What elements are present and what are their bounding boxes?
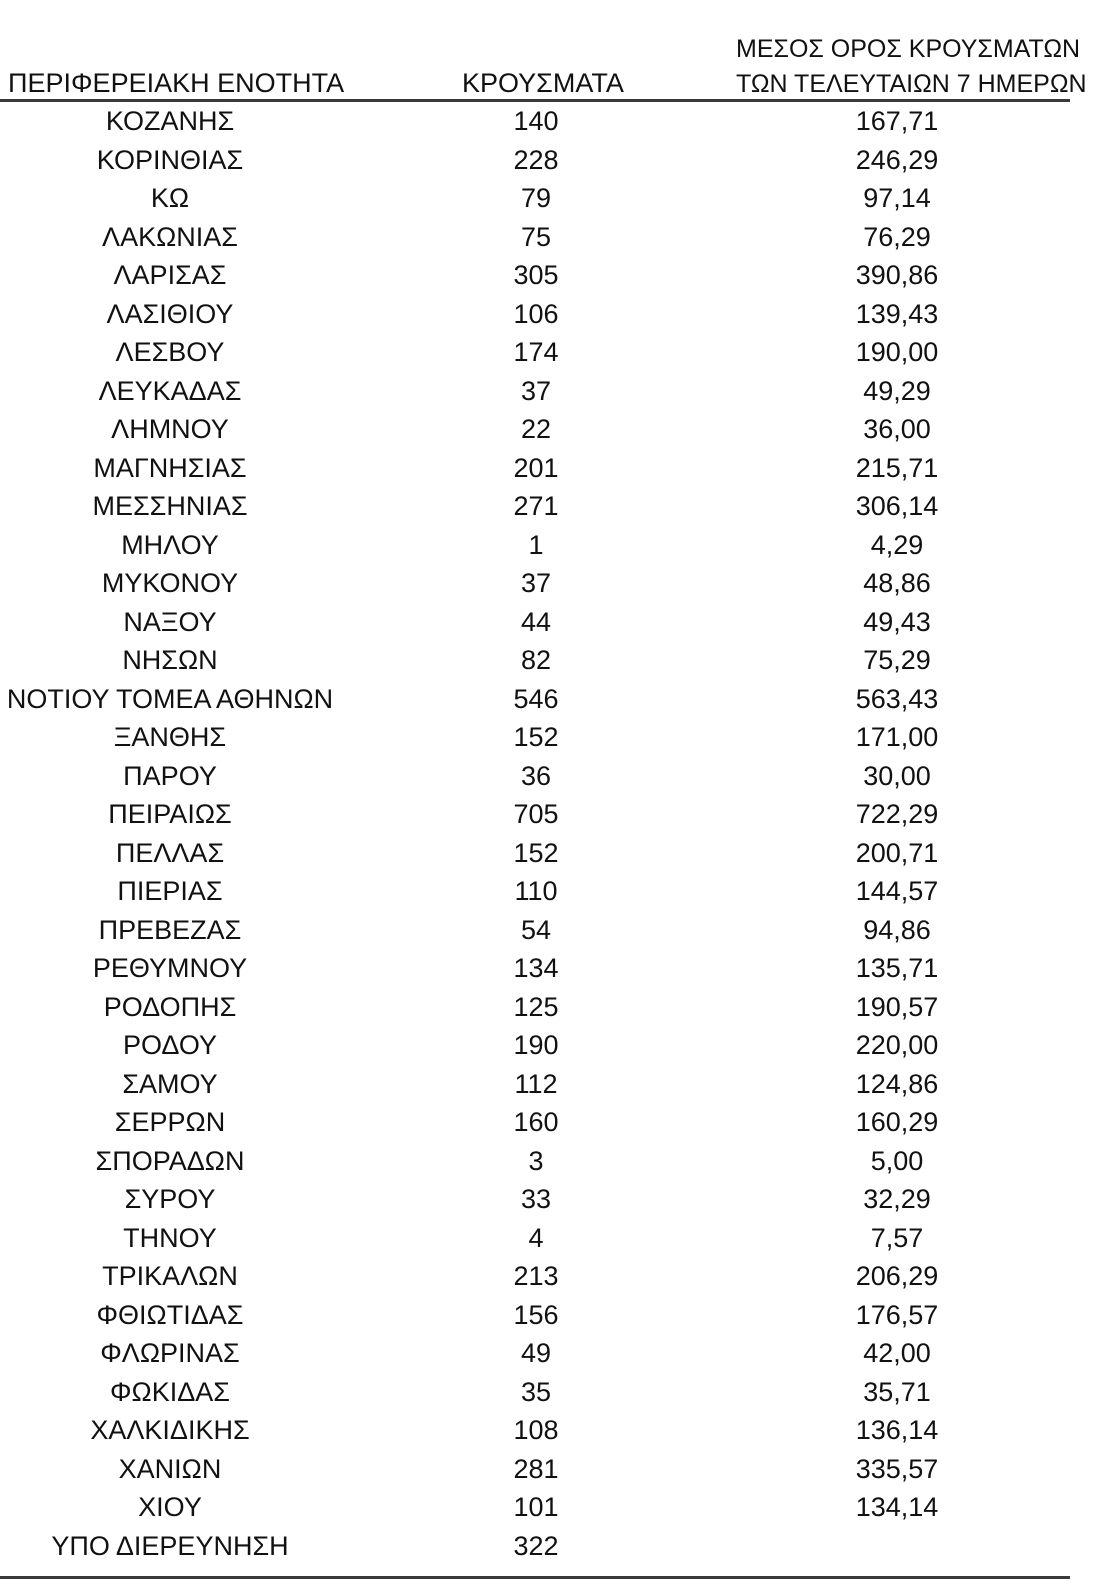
cases-cell: 4	[528, 1222, 544, 1253]
header-region: ΠΕΡΙΦΕΡΕΙΑΚΗ ΕΝΟΤΗΤΑ	[8, 68, 345, 98]
region-cell: ΣΥΡΟΥ	[124, 1184, 216, 1214]
average-cell: 246,29	[855, 144, 939, 175]
average-cell: 94,86	[863, 914, 931, 945]
average-cell: 722,29	[855, 799, 939, 829]
cases-cell: 44	[520, 606, 552, 637]
cases-cell: 1	[528, 529, 544, 560]
cases-cell: 75	[520, 221, 552, 252]
cases-cell: 322	[513, 1530, 559, 1561]
average-cell: 135,71	[855, 953, 939, 983]
region-cell: ΦΛΩΡΙΝΑΣ	[100, 1338, 240, 1368]
average-cell: 42,00	[863, 1338, 931, 1368]
average-cell: 97,14	[863, 183, 931, 213]
cases-cell: 36	[520, 760, 552, 791]
table-row	[0, 526, 1099, 565]
cases-cell: 108	[513, 1415, 559, 1445]
average-cell: 176,57	[855, 1299, 939, 1330]
region-cell: ΥΠΟ ΔΙΕΡΕΥΝΗΣΗ	[51, 1530, 289, 1561]
cases-cell: 174	[513, 337, 559, 367]
region-cell: ΣΠΟΡΑΔΩΝ	[95, 1145, 245, 1176]
region-cell: ΛΑΚΩΝΙΑΣ	[102, 221, 238, 252]
average-cell: 49,43	[863, 606, 931, 637]
cases-cell: 190	[513, 1030, 559, 1060]
region-cell: ΜΑΓΝΗΣΙΑΣ	[93, 452, 247, 483]
cases-cell: 546	[513, 683, 559, 714]
average-cell: 563,43	[855, 683, 939, 714]
table-row	[0, 795, 1099, 834]
table-row	[0, 834, 1099, 873]
average-cell: 200,71	[855, 837, 939, 868]
region-cell: ΤΗΝΟΥ	[123, 1222, 217, 1253]
cases-cell: 160	[513, 1107, 559, 1137]
region-cell: ΠΡΕΒΕΖΑΣ	[98, 914, 242, 945]
table-row	[0, 1142, 1099, 1181]
average-cell: 48,86	[863, 568, 931, 598]
table-row	[0, 1334, 1099, 1373]
header-average	[736, 32, 1087, 102]
table-row	[0, 680, 1099, 719]
header-cases: ΚΡΟΥΣΜΑΤΑ	[462, 68, 624, 98]
region-cell: ΡΟΔΟΠΗΣ	[103, 991, 237, 1022]
region-cell: ΛΗΜΝΟΥ	[111, 414, 229, 444]
table-row	[0, 603, 1099, 642]
table-body	[0, 102, 1099, 1565]
cases-cell: 152	[513, 837, 559, 868]
table-row	[0, 1065, 1099, 1104]
average-cell: 160,29	[855, 1107, 939, 1137]
cases-cell: 271	[513, 491, 559, 521]
cases-cell: 106	[513, 298, 559, 329]
average-cell: 139,43	[855, 298, 939, 329]
region-cell: ΝΑΞΟΥ	[123, 606, 217, 637]
region-cell: ΜΥΚΟΝΟΥ	[101, 568, 239, 598]
average-cell: 4,29	[870, 529, 924, 560]
average-cell: 206,29	[855, 1261, 939, 1291]
table-row	[0, 1296, 1099, 1335]
region-cell: ΣΑΜΟΥ	[122, 1068, 218, 1099]
region-cell: ΠΕΙΡΑΙΩΣ	[108, 799, 232, 829]
average-cell: 76,29	[863, 221, 931, 252]
cases-cell: 213	[513, 1261, 559, 1291]
cases-cell: 22	[520, 414, 552, 444]
table-row	[0, 988, 1099, 1027]
table-row	[0, 872, 1099, 911]
average-cell: 136,14	[855, 1415, 939, 1445]
average-cell: 36,00	[863, 414, 931, 444]
header-average-line2: ΤΩΝ ΤΕΛΕΥΤΑΙΩΝ 7 ΗΜΕΡΩΝ	[736, 70, 1087, 98]
region-cell: ΦΩΚΙΔΑΣ	[110, 1376, 230, 1407]
region-cell: ΝΗΣΩΝ	[122, 645, 218, 675]
table-row	[0, 256, 1099, 295]
table-row	[0, 1411, 1099, 1450]
table-row	[0, 295, 1099, 334]
average-cell: 32,29	[863, 1184, 931, 1214]
region-cell: ΡΕΘΥΜΝΟΥ	[92, 953, 248, 983]
cases-cell: 156	[513, 1299, 559, 1330]
region-cell: ΤΡΙΚΑΛΩΝ	[102, 1261, 238, 1291]
average-cell: 220,00	[855, 1030, 939, 1060]
region-cell: ΠΙΕΡΙΑΣ	[117, 876, 223, 906]
average-cell: 7,57	[870, 1222, 924, 1253]
average-cell: 335,57	[855, 1453, 939, 1484]
header-average-line1: ΜΕΣΟΣ ΟΡΟΣ ΚΡΟΥΣΜΑΤΩΝ	[736, 35, 1081, 63]
average-cell: 390,86	[855, 260, 939, 290]
table-row	[0, 1488, 1099, 1527]
table-row	[0, 1450, 1099, 1489]
cases-cell: 49	[520, 1338, 552, 1368]
region-cell: ΚΩ	[150, 183, 190, 213]
cases-cell: 140	[513, 106, 559, 136]
region-cell: ΛΑΡΙΣΑΣ	[113, 260, 227, 290]
region-cell: ΝΟΤΙΟΥ ΤΟΜΕΑ ΑΘΗΝΩΝ	[6, 683, 334, 714]
cases-cell: 37	[520, 568, 552, 598]
region-cell: ΜΕΣΣΗΝΙΑΣ	[92, 491, 248, 521]
average-cell: 5,00	[870, 1145, 924, 1176]
region-cell: ΡΟΔΟΥ	[122, 1030, 218, 1060]
table-row	[0, 1219, 1099, 1258]
table-row	[0, 410, 1099, 449]
table-row	[0, 949, 1099, 988]
cases-cell: 152	[513, 722, 559, 752]
average-cell: 167,71	[855, 106, 939, 136]
cases-cell: 110	[514, 876, 558, 906]
table-row	[0, 1180, 1099, 1219]
average-cell: 30,00	[863, 760, 931, 791]
average-cell: 35,71	[863, 1376, 931, 1407]
average-cell: 75,29	[863, 645, 931, 675]
table-row	[0, 641, 1099, 680]
table-row	[0, 718, 1099, 757]
average-cell: 171,00	[855, 722, 939, 752]
table-row	[0, 333, 1099, 372]
cases-cell: 37	[520, 375, 552, 406]
average-cell: 215,71	[855, 452, 939, 483]
table-row	[0, 911, 1099, 950]
cases-cell: 33	[520, 1184, 552, 1214]
table-row	[0, 449, 1099, 488]
table-row	[0, 1373, 1099, 1412]
average-cell: 144,57	[855, 876, 939, 906]
average-cell: 49,29	[863, 375, 931, 406]
cases-cell: 82	[520, 645, 552, 675]
average-cell: 190,57	[855, 991, 939, 1022]
cases-cell: 3	[528, 1145, 544, 1176]
cases-cell: 125	[513, 991, 559, 1022]
cases-cell: 281	[513, 1453, 559, 1484]
table-row	[0, 1527, 1099, 1566]
table-row	[0, 1103, 1099, 1142]
cases-cell: 35	[520, 1376, 552, 1407]
region-cell: ΚΟΡΙΝΘΙΑΣ	[96, 144, 244, 175]
cases-cell: 112	[514, 1068, 558, 1099]
cases-cell: 54	[520, 914, 552, 945]
region-cell: ΞΑΝΘΗΣ	[113, 722, 227, 752]
region-cell: ΜΗΛΟΥ	[121, 529, 219, 560]
cases-cell: 228	[513, 144, 559, 175]
table-row	[0, 179, 1099, 218]
table-row	[0, 218, 1099, 257]
table-row	[0, 757, 1099, 796]
region-cell: ΛΕΥΚΑΔΑΣ	[98, 375, 242, 406]
table-row	[0, 102, 1099, 141]
cases-cell: 101	[513, 1492, 559, 1522]
region-cell: ΠΑΡΟΥ	[123, 760, 217, 791]
region-cell: ΧΑΝΙΩΝ	[118, 1453, 222, 1484]
cases-cell: 79	[520, 183, 552, 213]
region-cell: ΧΑΛΚΙΔΙΚΗΣ	[90, 1415, 250, 1445]
average-cell: 190,00	[855, 337, 939, 367]
cases-cell: 305	[513, 260, 559, 290]
region-cell: ΛΕΣΒΟΥ	[115, 337, 225, 367]
table-row	[0, 141, 1099, 180]
region-cell: ΚΟΖΑΝΗΣ	[105, 106, 235, 136]
region-cell: ΠΕΛΛΑΣ	[115, 837, 225, 868]
table-row	[0, 372, 1099, 411]
table-row	[0, 487, 1099, 526]
cases-cell: 201	[513, 452, 559, 483]
cases-cell: 134	[513, 953, 559, 983]
footer-divider	[0, 1576, 1070, 1579]
average-cell: 306,14	[855, 491, 939, 521]
table-row	[0, 564, 1099, 603]
table-row	[0, 1257, 1099, 1296]
table-row	[0, 1026, 1099, 1065]
average-cell: 124,86	[855, 1068, 939, 1099]
region-cell: ΣΕΡΡΩΝ	[114, 1107, 226, 1137]
average-cell: 134,14	[855, 1492, 939, 1522]
region-cell: ΧΙΟΥ	[138, 1492, 202, 1522]
region-cell: ΛΑΣΙΘΙΟΥ	[106, 298, 234, 329]
region-cell: ΦΘΙΩΤΙΔΑΣ	[96, 1299, 244, 1330]
table-header	[0, 30, 1099, 102]
cases-cell: 705	[513, 799, 559, 829]
